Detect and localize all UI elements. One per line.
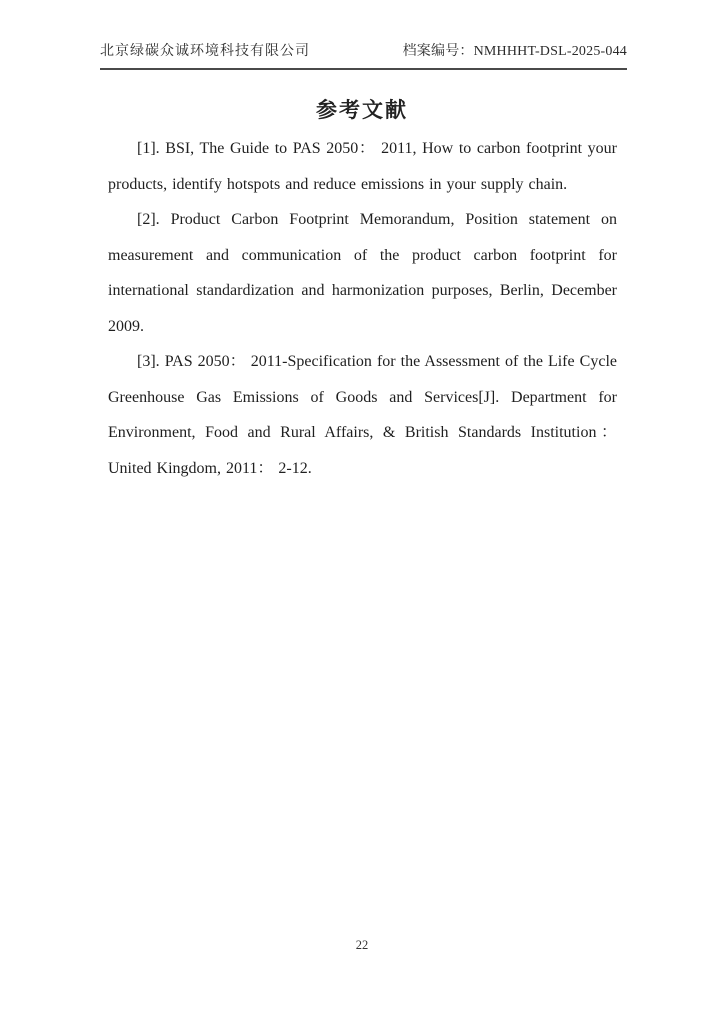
header-divider-line <box>100 68 627 70</box>
page-title: 参考文献 <box>316 98 408 122</box>
archive-number-value: NMHHHT-DSL-2025-044 <box>473 44 627 59</box>
reference-item-2: [2]. Product Carbon Footprint Memorandum, Position statement on measurement and communication of the product carbon footprint for international standardization and harmonization purposes, Berlin, December 2009. <box>108 211 617 335</box>
page-header <box>100 42 627 62</box>
archive-number-label: 档案编号： <box>402 44 474 59</box>
header-archive-number <box>403 42 627 62</box>
reference-item-1: [1]. BSI, The Guide to PAS 2050： 2011, How to carbon footprint your products, identify hotspots and reduce emissions in your supply chain. <box>108 140 617 193</box>
references-list <box>108 131 617 486</box>
header-company-name: 北京绿碳众诚环境科技有限公司 <box>100 44 310 59</box>
reference-item-3: [3]. PAS 2050： 2011-Specification for the Assessment of the Life Cycle Greenhouse Gas Emissions of Goods and Services[J]. Department for Environment, Food and Rural Affairs, & British Standards Institution： United Kingdom, 2011： 2-12. <box>108 353 617 477</box>
page-number: 22 <box>355 938 369 952</box>
